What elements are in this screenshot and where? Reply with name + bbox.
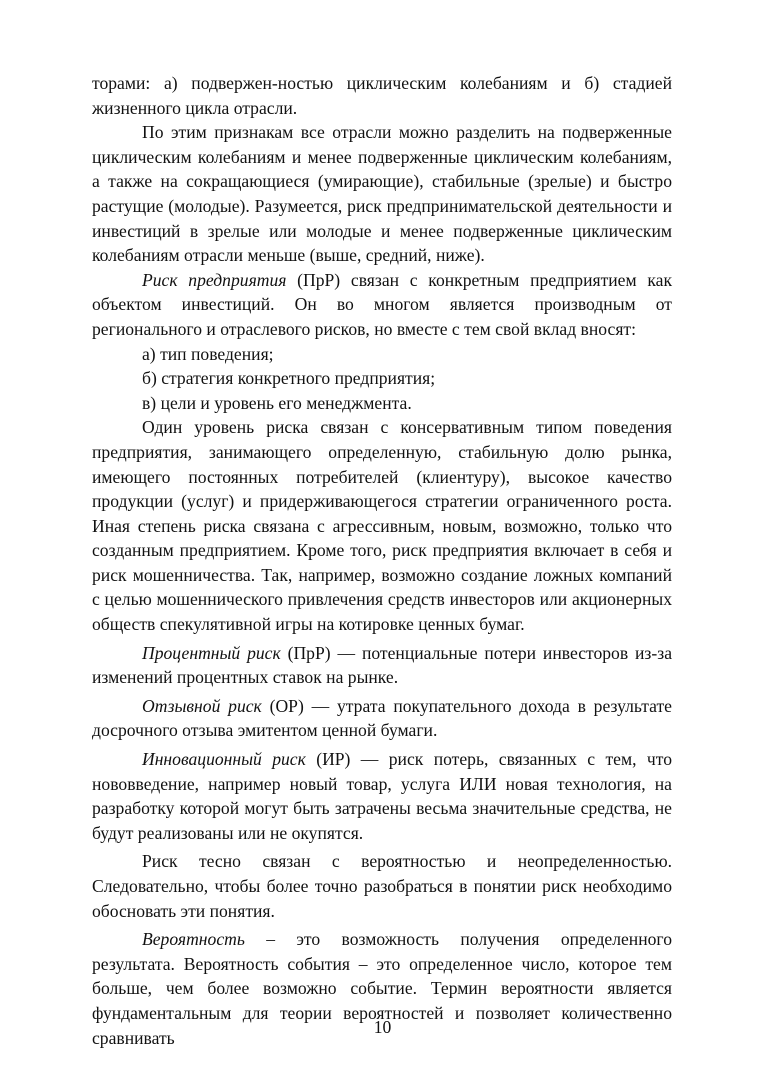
list-item — [92, 342, 672, 367]
term-italic: Отзывной риск — [142, 695, 262, 716]
list-item — [92, 366, 672, 391]
paragraph — [92, 849, 672, 923]
paragraph-text: торами: а) подвержен-ностью циклическим колебаниям и б) стадией жизненного цикла отрасли. — [92, 73, 672, 118]
paragraph-text: – это возможность получения определенного результата. Вероятность события – это определенное число, которое тем больше, чем более возможно событие. Термин вероятности является фундаментальным для теории вероятностей и позволяет количественно сравнивать — [92, 929, 672, 1048]
term-italic: Инновационный риск — [142, 749, 306, 770]
paragraph-text: Один уровень риска связан с консервативным типом поведения предприятия, занимающего определенную, стабильную долю рынка, имеющего постоянных потребителей (клиентуру), высокое качество продукции (услуг) и придерживающегося стратегии ограниченного роста. Иная степень риска связана с агрессивным, новым, возможно, только что созданным предприятием. Кроме того, риск предприятия включает в себя и риск мошенничества. Так, например, возможно создание ложных компаний с целью мошеннического привлечения средств инвесторов или акционерных обществ спекулятивной игры на котировке ценных бумаг. — [92, 417, 672, 635]
paragraph — [92, 120, 672, 268]
paragraph — [92, 694, 672, 743]
paragraph-text: Риск тесно связан с вероятностью и неопределенностью. Следовательно, чтобы более точно разобраться в понятии риск необходимо обосновать эти понятия. — [92, 851, 672, 921]
paragraph — [92, 641, 672, 690]
paragraph — [92, 415, 672, 636]
list-item — [92, 391, 672, 416]
paragraph-text: а) тип поведения; — [142, 343, 274, 364]
paragraph-text: По этим признакам все отрасли можно разделить на подверженные циклическим колебаниям и менее подверженные циклическим колебаниям, а также на сокращающиеся (умирающие), стабильные (зрелые) и быстро растущие (молодые). Разумеется, риск предпринимательской деятельности и инвестиций в зрелые или молодые и менее подверженные циклическим колебаниям отрасли меньше (выше, средний, ниже). — [92, 122, 672, 266]
term-italic: Риск предприятия — [142, 269, 287, 290]
paragraph-text: (ПрР) связан с конкретным предприятием как объектом инвестиций. Он во многом является производным от регионального и отраслевого рисков, но вместе с тем свой вклад вносят: — [92, 269, 672, 339]
term-italic: Процентный риск — [142, 642, 281, 663]
paragraph-text: б) стратегия конкретного предприятия; — [142, 368, 436, 389]
paragraph — [92, 268, 672, 342]
body-text — [92, 71, 672, 1050]
page-number: 10 — [373, 1017, 392, 1037]
paragraph-text: в) цели и уровень его менеджмента. — [142, 392, 412, 413]
paragraph — [92, 71, 672, 120]
paragraph-text: (ПрР) — потенциальные потери инвесторов из-за изменений процентных ставок на рынке. — [92, 642, 673, 688]
paragraph-text: (ОР) — утрата покупательного дохода в результате досрочного отзыва эмитентом ценной бумаги. — [92, 695, 672, 741]
paragraph — [92, 747, 672, 845]
term-italic: Вероятность — [142, 929, 245, 950]
paragraph-text: (ИР) — риск потерь, связанных с тем, что нововведение, например новый товар, услуга ИЛИ новая технология, на разработку которой могут быть затрачены весьма значительные средства, не будут реализованы или не окупятся. — [92, 749, 672, 843]
